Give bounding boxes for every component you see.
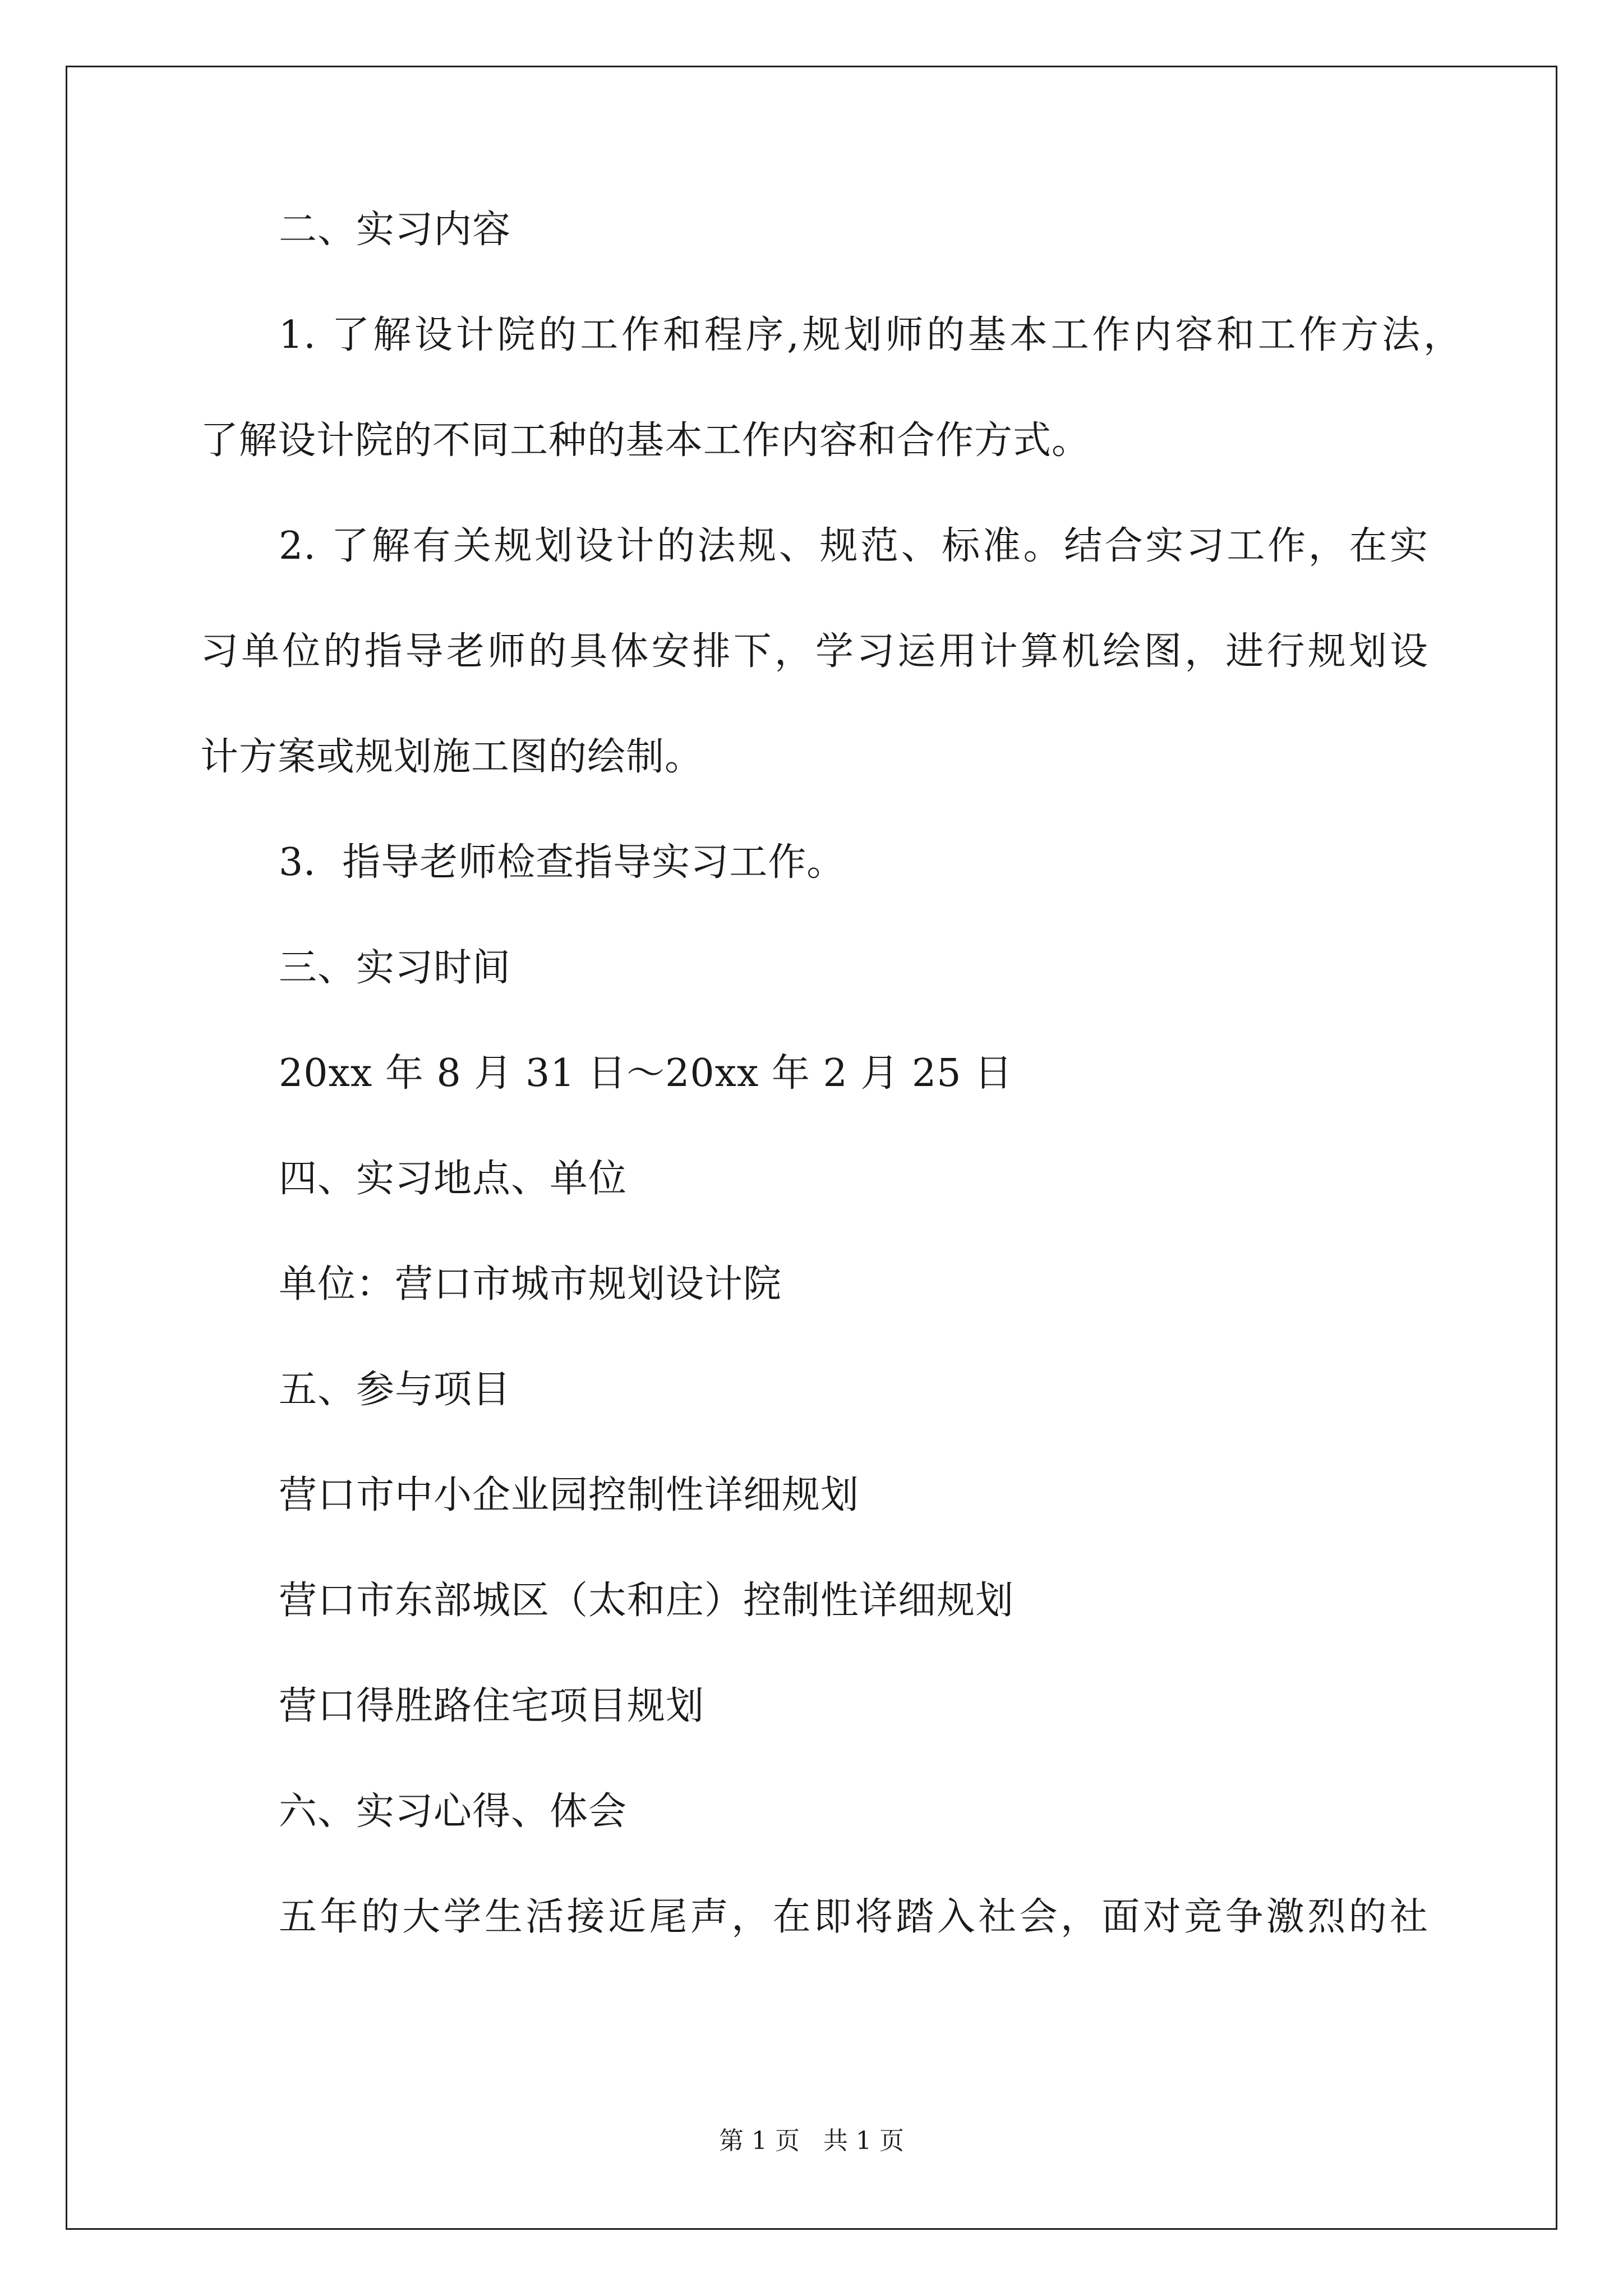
paragraph-line: 计方案或规划施工图的绘制。	[200, 735, 704, 779]
internship-unit: 单位：营口市城市规划设计院	[279, 1262, 782, 1306]
project-item: 营口市中小企业园控制性详细规划	[279, 1473, 860, 1517]
paragraph-line: 五年的大学生活接近尾声，在即将踏入社会，面对竞争激烈的社	[279, 1895, 1428, 1939]
section-heading-location: 四、实习地点、单位	[279, 1157, 628, 1201]
page-footer: 第 1 页 共 1 页	[719, 2127, 904, 2155]
project-item: 营口得胜路住宅项目规划	[279, 1684, 705, 1728]
paragraph-line: 了解设计院的不同工种的基本工作内容和合作方式。	[200, 418, 1091, 463]
section-heading-time: 三、实习时间	[279, 946, 511, 990]
section-heading-content: 二、实习内容	[279, 208, 511, 252]
section-heading-projects: 五、参与项目	[279, 1368, 511, 1412]
paragraph-line: 习单位的指导老师的具体安排下，学习运用计算机绘图，进行规划设	[200, 629, 1428, 674]
project-item: 营口市东部城区（太和庄）控制性详细规划	[279, 1579, 1015, 1623]
paragraph-line: 1. 了解设计院的工作和程序,规划师的基本工作内容和工作方法，	[279, 313, 1462, 357]
section-heading-experience: 六、实习心得、体会	[279, 1789, 628, 1834]
paragraph-line: 3．指导老师检查指导实习工作。	[279, 840, 846, 885]
internship-dates: 20xx 年 8 月 31 日～20xx 年 2 月 25 日	[279, 1051, 1013, 1096]
paragraph-line: 2. 了解有关规划设计的法规、规范、标准。结合实习工作，在实	[279, 524, 1428, 568]
